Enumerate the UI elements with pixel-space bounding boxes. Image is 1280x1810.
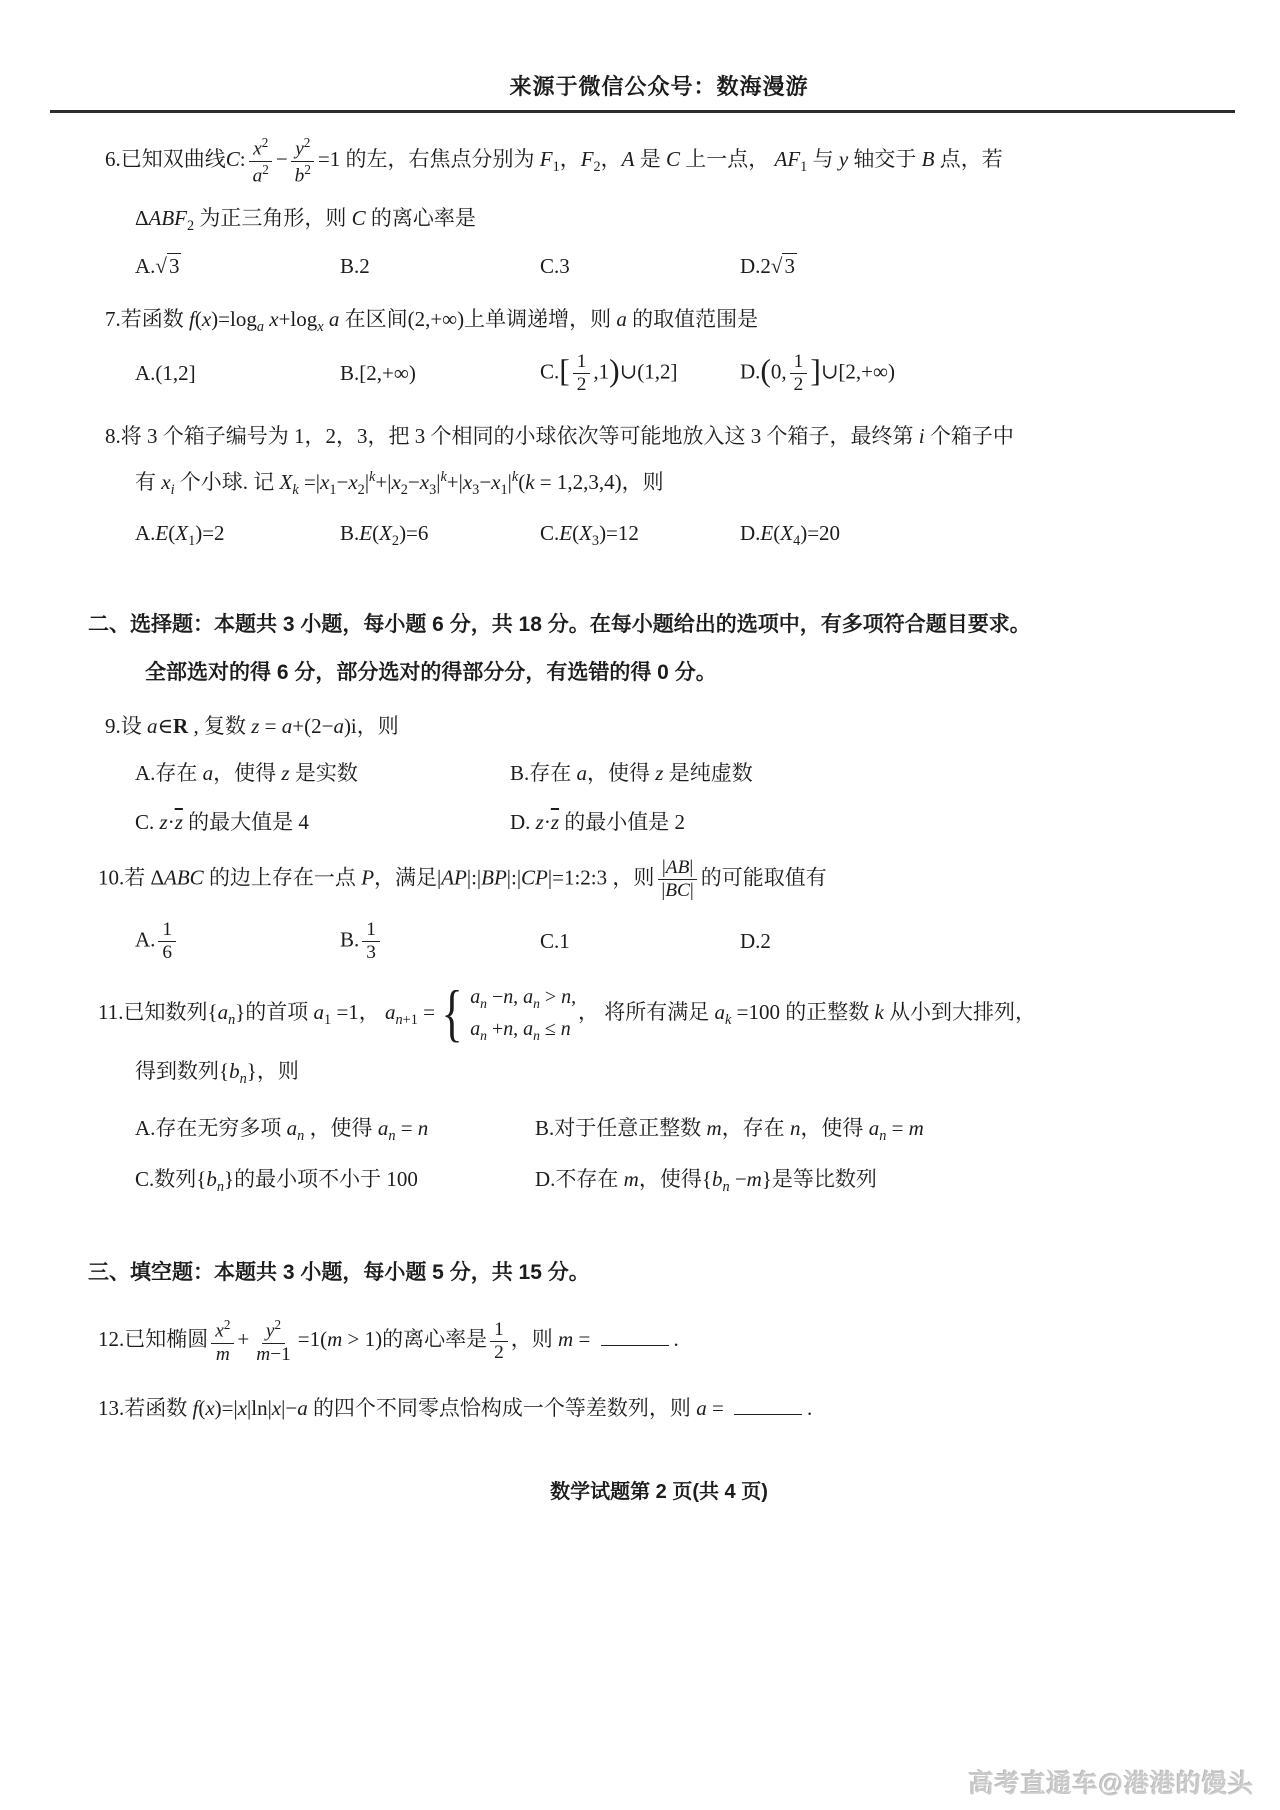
question-8: [88, 421, 1230, 552]
option-11-d: D.不存在 m，使得$\{b_n -m\}$是等比数列: [535, 1166, 877, 1195]
option-6-c: C.3: [540, 254, 570, 279]
answer-blank: [734, 1392, 802, 1415]
option-10-b: B. $\frac{1}{3}$: [340, 919, 540, 964]
question-9-options-row-2: [135, 807, 1230, 837]
question-6-options: [135, 251, 1230, 281]
question-11-options-row-2: [135, 1164, 1230, 1198]
option-8-d: $D.E(X_4)=20$: [740, 521, 841, 550]
question-6: [88, 135, 1230, 282]
option-11-b: B.对于任意正整数 m，存在 n，使得 $a_n = m$: [535, 1115, 924, 1145]
option-10-d: D.2: [740, 929, 771, 954]
question-13-line-1: 13.若函数 f(x)=|x|ln|x|−a 的四个不同零点恰构成一个等差数列，则 a = .: [98, 1392, 1230, 1423]
header-divider-line: [50, 110, 1235, 113]
question-8-options: [135, 518, 1230, 552]
question-13: [88, 1392, 1230, 1423]
question-8-line-2: 有 $x_i$ 个小球. 记 $X_k =|x_1-x_2|^k+|x_2-x_3|^k+|x_3-x_1|^k(k = 1,2,3,4)$，则: [135, 469, 664, 499]
question-9: [88, 711, 1230, 837]
option-8-a: $A.E(X_1)=2$: [135, 521, 225, 550]
question-6-line-1: 6.已知双曲线C: $\frac{x^2}{a^2}$ − $\frac{y^2}{b^2}$ =1 的左，右焦点分别为 $F_1$，$F_2$，A 是 C 上一点， $AF_1$ 与 y 轴交于 B 点，若: [105, 135, 1003, 187]
question-11-line-2: 得到数列$\{b_n\}$，则: [135, 1059, 299, 1088]
question-10-options: [135, 919, 1230, 964]
option-10-a: A. $\frac{1}{6}$: [135, 919, 340, 964]
option-6-d: D.2√3: [740, 254, 795, 279]
watermark-text: 高考直通车@港港的馒头: [968, 1770, 1254, 1798]
section-2-line-2: 全部选对的得 6 分，部分选对的得部分分，有选错的得 0 分。: [145, 660, 717, 684]
question-11-line-1: 11.已知数列$\{a_n\}$的首项 $a_1 =1$， $a_{n+1}$ = { $a_n -n$, $a_n > n$, $a_n +n$, $a_n \le n$ ， 将所有满足 $a_k =100$ 的正整数 k 从小到大排列，: [98, 978, 1037, 1049]
option-7-c: C.[ $\frac{1}{2}$ ,1)∪(1,2]: [540, 350, 678, 395]
question-9-line-1: 9.设 a∈R , 复数 z = a+(2−a)i，则: [105, 713, 399, 738]
page-header-source-title: 来源于微信公众号：数海漫游: [509, 74, 809, 99]
option-9-a: A.存在 a，使得 z 是实数: [135, 761, 358, 786]
option-8-c: $C.E(X_3)=12$: [540, 521, 639, 550]
section-3-line-1: 三、填空题：本题共 3 小题，每小题 5 分，共 15 分。: [88, 1260, 590, 1284]
question-7-options: [135, 351, 1230, 396]
answer-blank: [601, 1323, 669, 1346]
section-2-line-1: 二、选择题：本题共 3 小题，每小题 6 分，共 18 分。在每小题给出的选项中，有多项符合题目要求。: [88, 613, 1031, 637]
option-7-b: B.[2,+∞): [340, 360, 416, 385]
section-2-header: [88, 610, 1230, 687]
page-number-footer: 数学试题第 2 页(共 4 页): [550, 1481, 768, 1504]
option-9-b: B.存在 a，使得 z 是纯虚数: [510, 761, 753, 786]
question-12-line-1: 12.已知椭圆 $\frac{x^2}{m}$ + $\frac{y^2}{m-1}$ =1(m > 1)的离心率是 $\frac{1}{2}$ ，则 m = .: [98, 1317, 679, 1365]
option-6-a: A.√3: [135, 254, 180, 279]
question-11: [88, 978, 1230, 1198]
option-11-a: A.存在无穷多项 $a_n$ ，使得 $a_n = n$: [135, 1115, 429, 1145]
option-6-b: B.2: [340, 254, 370, 279]
question-7: [88, 304, 1230, 396]
option-9-c: C. $z\cdot\overline{z}$ 的最大值是 4: [135, 809, 309, 834]
question-7-line-1: 7.若函数 $f(x)=\log_a$ $x+\log_x$ a 在区间(2,+∞)上单调递增，则 a 的取值范围是: [105, 306, 759, 335]
option-8-b: $B.E(X_2)=6$: [340, 521, 429, 550]
question-6-line-2: $\Delta ABF_2$ 为正三角形，则 C 的离心率是: [135, 206, 476, 235]
question-8-line-1: 8.将 3 个箱子编号为 1，2，3，把 3 个相同的小球依次等可能地放入这 3 个箱子，最终第 i 个箱子中: [105, 423, 1014, 448]
option-11-c: C.数列$\{b_n\}$的最小项不小于 100: [135, 1166, 418, 1195]
question-10-line-1: 10.若 ΔABC 的边上存在一点 P，满足|AP|:|BP|:|CP|=1:2:3 ，则 $\frac{|AB|}{|BC|}$ 的可能取值有: [98, 857, 827, 902]
option-10-c: C.1: [540, 929, 570, 954]
question-9-options-row-1: [135, 758, 1230, 788]
question-11-options-row-1: [135, 1113, 1230, 1147]
option-7-d: D.(0, $\frac{1}{2}$ ]∪[2,+∞): [740, 350, 895, 395]
option-9-d: D. $z\cdot\overline{z}$ 的最小值是 2: [510, 809, 686, 834]
section-3-header: [88, 1258, 1230, 1287]
question-10: [88, 857, 1230, 964]
option-7-a: A.(1,2]: [135, 360, 196, 385]
question-12: [88, 1317, 1230, 1366]
